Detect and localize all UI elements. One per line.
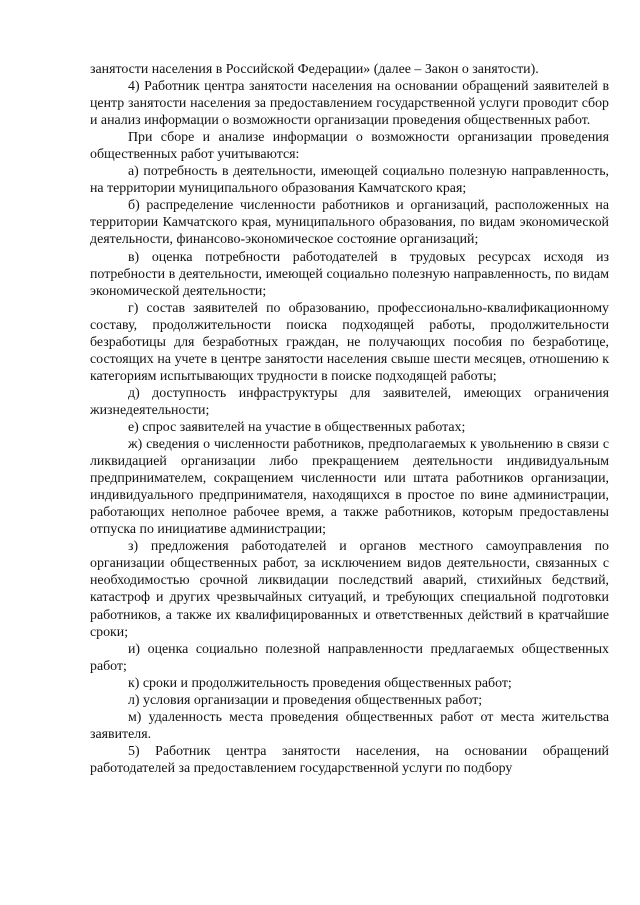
list-item-l: л) условия организации и проведения общественных работ; [128,692,483,708]
document-page [90,61,609,777]
list-item-k: к) сроки и продолжительность проведения общественных работ; [128,675,512,691]
paragraph-continuation: занятости населения в Российской Федерации» (далее – Закон о занятости). [90,62,539,77]
list-item-m: м) удаленность места проведения общественных работ от места жительства заявителя. [90,709,609,742]
paragraph-criteria-intro: При сборе и анализе информации о возможности организации проведения общественных работ учитываются: [90,130,609,163]
list-item-i: и) оценка социально полезной направленности предлагаемых общественных работ; [90,641,609,674]
list-item-b: б) распределение численности работников и организаций, расположенных на территории Камчатского края, муниципального образования, по видам экономической деятельности, финансово-экономическое состояние организаций; [90,198,609,248]
list-item-z: з) предложения работодателей и органов местного самоуправления по организации общественных работ, за исключением видов деятельности, связанных с необходимостью срочной ликвидации последствий аварий, стихийных бедствий, катастроф и других чрезвычайных ситуаций, и требующих специальной подготовки работников, а также их квалифицированных и ответственных действий в кратчайшие сроки; [90,539,609,640]
list-item-g: г) состав заявителей по образованию, профессионально-квалификационному составу, продолжительности поиска подходящей работы, продолжительности безработицы для безработных граждан, не получающих пособия по безработице, состоящих на учете в центре занятости населения свыше шести месяцев, отношению к категориям испытывающих трудности в поиске подходящей работы; [90,300,609,384]
list-item-e: е) спрос заявителей на участие в общественных работах; [128,419,466,435]
list-item-a: а) потребность в деятельности, имеющей социально полезную направленность, на территории муниципального образования Камчатского края; [90,164,609,197]
list-item-d: д) доступность инфраструктуры для заявителей, имеющих ограничения жизнедеятельности; [90,385,609,418]
list-item-zh: ж) сведения о численности работников, предполагаемых к увольнению в связи с ликвидацией организации либо прекращением деятельности индивидуальным предпринимателем, сокращением численности или штата работников организации, индивидуального предпринимателя, находящихся в простое по вине администрации, работающих неполное рабочее время, а также работников, которым предоставлены отпуска по инициативе администрации; [90,437,609,538]
paragraph-item-5: 5) Работник центра занятости населения, на основании обращений работодателей за предоставлением государственной услуги по подбору [90,743,609,776]
list-item-v: в) оценка потребности работодателей в трудовых ресурсах исходя из потребности в деятельности, имеющей социально полезную направленность, по видам экономической деятельности; [90,249,609,299]
paragraph-item-4: 4) Работник центра занятости населения на основании обращений заявителей в центр занятости населения за предоставлением государственной услуги проводит сбор и анализ информации о возможности организации проведения общественных работ. [90,79,609,129]
